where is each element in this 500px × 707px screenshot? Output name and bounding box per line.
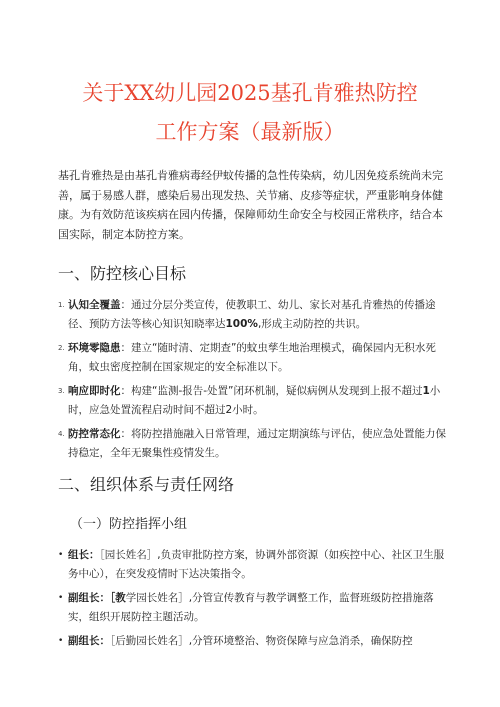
goal-item [58, 425, 453, 463]
section-2-heading: 二、组织体系与责任网络 [58, 475, 235, 494]
goal-text: ：构建“监测-报告-处置”闭环机制，疑似病例从发现到上报不超过 [120, 385, 423, 397]
goal-label: 认知全覆盖 [68, 299, 121, 311]
bullet-icon: • [58, 550, 64, 560]
section-1-heading: 一、防控核心目标 [58, 264, 187, 283]
goal-item [58, 296, 453, 334]
goal-number: 4. [58, 430, 65, 438]
role-item [58, 632, 453, 651]
goal-item [58, 382, 453, 420]
role-text: ［园长姓名］,负责审批防控方案，协调外部资源（如疾控中心、社区卫生服务中心），在突发疫情时下达决策指令。 [68, 549, 445, 580]
bullet-icon: • [58, 636, 64, 646]
goal-strong: 100% [225, 318, 258, 330]
goal-label: 环境零隐患 [68, 342, 121, 354]
goal-tail: ,形成主动防控的共识。 [257, 318, 367, 330]
roles-list [58, 546, 453, 656]
goal-text: ：通过分层分类宣传，使教职工、幼儿、家长对基孔肯雅热的传播途径、预防方法等核心知识知晓率达 [68, 299, 436, 330]
goals-list [58, 296, 453, 468]
role-text: ［后勤园长姓名］,分管环境整治、物资保障与应急消杀，确保防控 [110, 635, 413, 647]
goal-number: 1. [58, 301, 65, 309]
goal-strong: 1 [422, 385, 430, 397]
goal-number: 3. [58, 387, 65, 395]
role-item [58, 546, 453, 584]
goal-number: 2. [58, 344, 65, 352]
bullet-icon: • [58, 593, 64, 603]
role-label: 组长： [68, 549, 100, 561]
goal-label: 响应即时化 [68, 385, 121, 397]
role-item [58, 589, 453, 627]
goal-text: ：建立“随时清、定期查”的蚊虫孳生地治理模式，确保园内无积水死角，蚊虫密度控制在国家规定的安全标准以下。 [68, 342, 436, 373]
document-title-line-2: 工作方案（最新版） [155, 120, 345, 144]
goal-item [58, 339, 453, 377]
goal-text: ：将防控措施融入日常管理，通过定期演练与评估，使应急处置能力保持稳定，全年无聚集性疫情发生。 [68, 428, 446, 459]
role-label: 副组长：［教 [68, 592, 126, 604]
subsection-heading: （一）防控指挥小组 [70, 517, 188, 532]
document-title-line-1: 关于XX幼儿园2025基孔肯雅热防控 [82, 81, 418, 105]
goal-tail: 小时，应急处置流程启动时间不超过2小时。 [68, 385, 441, 416]
intro-paragraph: 基孔肯雅热是由基孔肯雅病毒经伊蚊传播的急性传染病，幼儿因免疫系统尚未完善，属于易感人群，感染后易出现发热、关节痛、皮疹等症状，严重影响身体健康。为有效防范该疾病在园内传播，保障师幼生命安全与校园正常秩序，结合本国实际，制定本防控方案。 [58, 169, 443, 241]
role-label: 副组长： [68, 635, 110, 647]
role-text: 学园长姓名］,分管宣传教育与教学调整工作，监督班级防控措施落实，组织开展防控主题活动。 [68, 592, 434, 623]
goal-label: 防控常态化 [68, 428, 121, 440]
